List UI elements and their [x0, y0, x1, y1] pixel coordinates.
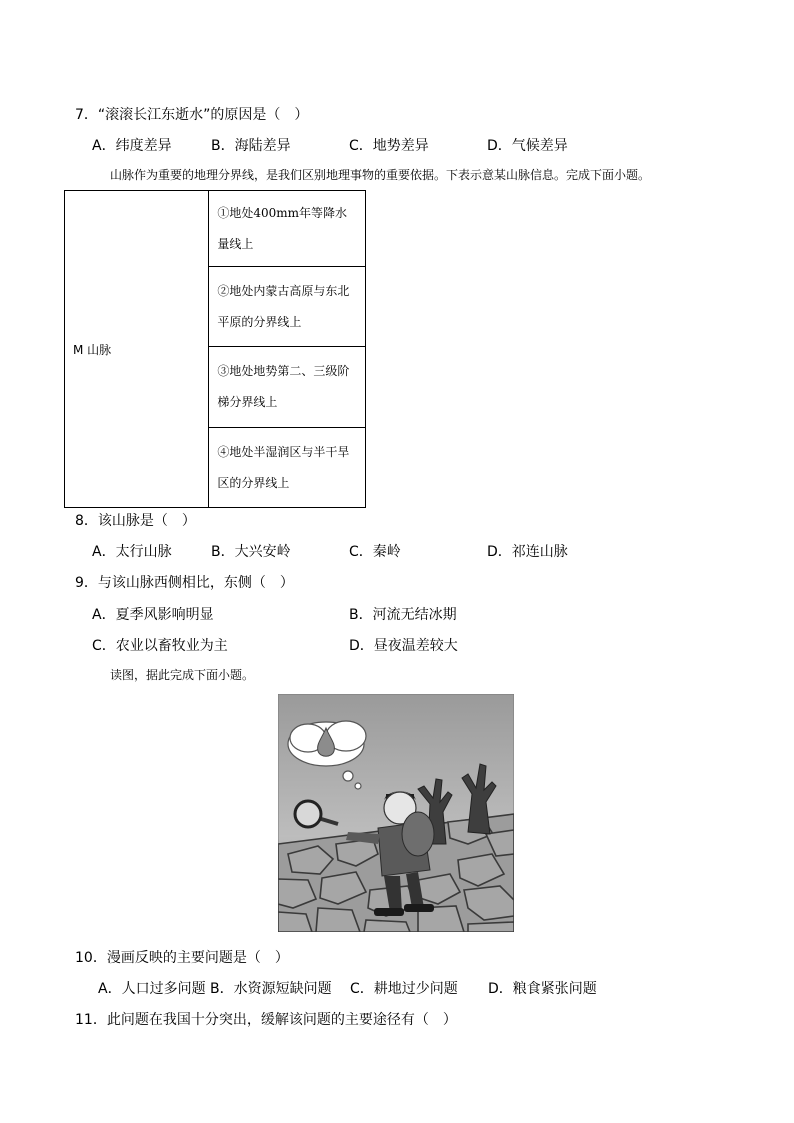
question-10-option-b: B．水资源短缺问题: [210, 981, 332, 997]
question-9-stem: 9．与该山脉西侧相比，东侧（ ）: [75, 575, 294, 591]
question-8-stem: 8．该山脉是（ ）: [75, 513, 196, 529]
cartoon-intro-text: 读图，据此完成下面小题。: [110, 668, 255, 682]
question-10-option-c: C．耕地过少问题: [350, 981, 458, 997]
mountain-intro-text: 山脉作为重要的地理分界线，是我们区别地理事物的重要依据。下表示意某山脉信息。完成下面小题。: [110, 168, 651, 182]
question-9-option-b: B．河流无结冰期: [349, 607, 457, 623]
question-7-option-a: A．纬度差异: [92, 138, 172, 154]
drought-cartoon-image: [278, 694, 514, 932]
question-7-option-d: D．气候差异: [487, 138, 568, 154]
mountain-fact-4: ④地处半湿润区与半干旱区的分界线上: [209, 428, 366, 508]
mountain-info-table: [64, 190, 366, 508]
question-10-option-d: D．粮食紧张问题: [488, 981, 597, 997]
question-8-option-b: B．大兴安岭: [211, 544, 291, 560]
question-8-option-d: D．祁连山脉: [487, 544, 568, 560]
question-8-option-a: A．太行山脉: [92, 544, 172, 560]
mountain-fact-3: ③地处地势第二、三级阶梯分界线上: [209, 347, 366, 428]
question-8-option-c: C．秦岭: [349, 544, 401, 560]
question-7-option-b: B．海陆差异: [211, 138, 291, 154]
question-11-stem: 11．此问题在我国十分突出，缓解该问题的主要途径有（ ）: [75, 1012, 457, 1028]
question-7-stem: 7．“滚滚长江东逝水”的原因是（ ）: [75, 107, 309, 123]
question-10-stem: 10．漫画反映的主要问题是（ ）: [75, 950, 289, 966]
question-10-option-a: A．人口过多问题: [98, 981, 206, 997]
question-9-option-d: D．昼夜温差较大: [349, 638, 458, 654]
question-9-option-a: A．夏季风影响明显: [92, 607, 214, 623]
mountain-fact-2: ②地处内蒙古高原与东北平原的分界线上: [209, 267, 366, 347]
mountain-name-cell: M 山脉: [65, 191, 209, 508]
question-9-option-c: C．农业以畜牧业为主: [92, 638, 228, 654]
mountain-fact-1: ①地处400mm年等降水量线上: [209, 191, 366, 267]
question-7-option-c: C．地势差异: [349, 138, 429, 154]
